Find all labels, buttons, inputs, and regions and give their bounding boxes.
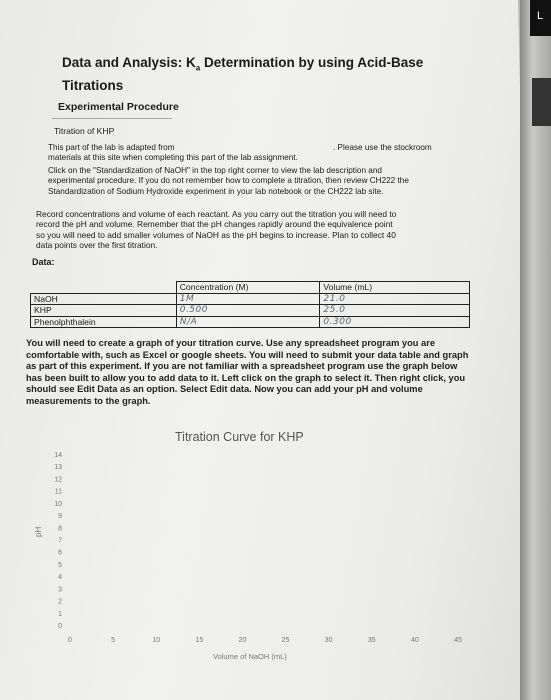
y-tick-label: 4 [58,574,62,582]
title-text-b: Determination by using Acid-Base [200,55,424,70]
graph-line: comfortable with, such as Excel or google sheets. You will need to submit your data table and graph [26,349,469,360]
graph-line: should see Edit Data as an option. Select Edit data. Now you can add your pH and volume [26,384,423,394]
data-label: Data: [32,257,55,267]
x-tick-label: 45 [454,637,462,644]
y-tick-label: 12 [54,476,62,484]
y-tick-label: 0 [58,623,62,630]
y-tick-label: 3 [58,586,62,594]
y-tick-label: 9 [58,513,62,521]
x-tick-label: 30 [324,637,333,644]
concentration-value: 0.500 [176,305,320,317]
record-line: data points over the first titration. [36,239,158,250]
x-tick-label: 40 [410,637,419,644]
y-tick-label: 10 [54,500,62,508]
record-line: Record concentrations and volume of each reactant. As you carry out the titration you will need to [36,209,397,219]
reactant-name: KHP [31,305,177,317]
tab-mark: L [537,10,544,22]
subheading: Titration of KHP [54,126,115,136]
table-row [31,316,470,328]
x-axis-label: Volume of NaOH (mL) [213,652,287,661]
y-tick-label: 6 [58,549,62,557]
click-paragraph [48,166,478,197]
table-header: Concentration (M) [176,282,320,294]
y-tick-label: 13 [54,464,62,472]
y-tick-label: 2 [58,598,62,606]
table-row [31,305,470,317]
x-tick-label: 5 [111,637,116,644]
reactant-name: NaOH [31,293,177,305]
y-tick-label: 5 [58,561,62,569]
graph-line: measurements to the graph. [26,395,151,406]
title-text-c: Titrations [62,77,124,93]
y-tick-label: 8 [58,525,62,533]
graph-line: as part of this experiment. If you are not familiar with a spreadsheet program use the graph below [26,361,458,371]
volume-value: 0.300 [320,316,470,328]
y-tick-label: 1 [58,610,62,618]
x-tick-label: 35 [367,637,376,644]
concentration-value: 1M [176,293,320,305]
x-tick-label: 25 [281,637,290,644]
data-table [30,281,470,328]
y-tick-label: 7 [58,537,62,545]
procedure-heading: Experimental Procedure [58,101,179,113]
title-text-a: Data and Analysis: K [62,55,196,70]
click-line: Standardization of Sodium Hydroxide experiment in your lab notebook or the CH222 lab site. [48,186,384,196]
table-row [31,293,470,305]
record-line: so you will need to add smaller volumes of NaOH as the pH begins to increase. Plan to collect 40 [36,229,396,240]
y-tick-label: 14 [54,452,62,459]
page-title [62,54,423,94]
x-tick-label: 0 [68,637,72,644]
titration-chart[interactable] [0,440,520,670]
x-tick-label: 10 [152,637,161,644]
graph-line: has been built to allow you to add data to it. Left click on the graph to select it. Then right click, you [26,372,466,383]
record-paragraph [36,209,486,250]
intro-line2: materials at this site when completing this part of the lab assignment. [48,153,298,163]
intro-paragraph [48,143,468,164]
table-header [31,282,177,294]
x-tick-label: 15 [195,637,204,644]
click-line: Click on the "Standardization of NaOH" in the top right corner to view the lab description and [48,166,382,175]
reactant-name: Phenolphthalein [31,316,177,328]
x-tick-label: 20 [238,637,247,644]
intro-left: This part of the lab is adapted from [48,143,175,152]
volume-value: 21.0 [320,293,470,305]
graph-paragraph [26,338,486,407]
binder-tab-lower [532,78,551,126]
heading-rule [52,118,172,119]
concentration-value: N/A [176,316,320,328]
title-subscript: a [195,63,201,73]
graph-line: You will need to create a graph of your titration curve. Use any spreadsheet program you are [26,338,435,348]
volume-value: 25.0 [320,305,470,317]
y-tick-label: 11 [54,488,62,496]
table-header: Volume (mL) [320,282,470,294]
y-axis-label: pH [34,526,43,537]
table-header-row [31,282,470,294]
chart-title: Titration Curve for KHP [175,430,304,444]
intro-right: . Please use the stockroom [333,143,432,152]
click-line: experimental procedure. If you do not remember how to complete a titration, then review CH222 the [48,176,409,186]
record-line: record the pH and volume. Remember that the pH changes rapidly around the equivalence point [36,219,393,230]
